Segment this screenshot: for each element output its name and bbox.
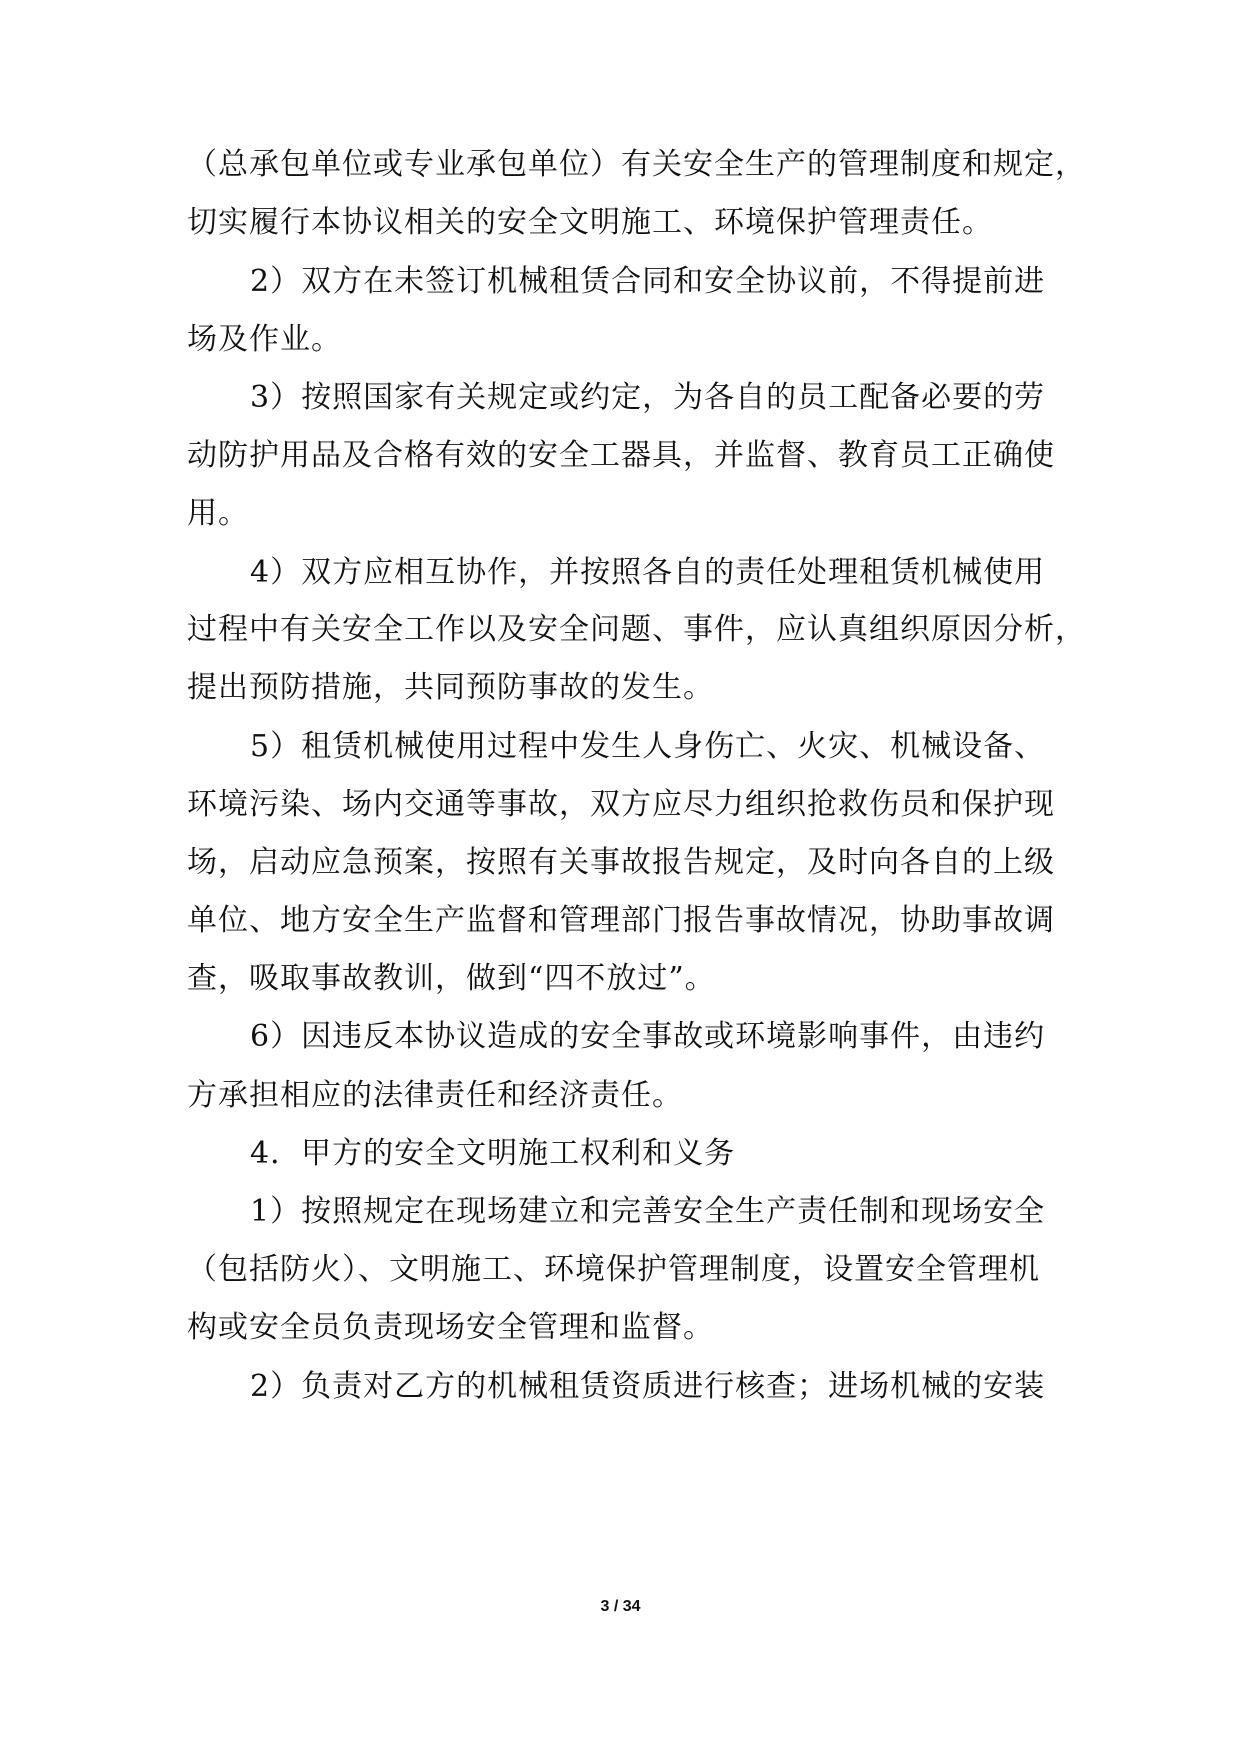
text-line: 查，吸取事故教训，做到“四不放过”。 bbox=[187, 961, 716, 996]
text-line: 环境污染、场内交通等事故，双方应尽力组织抢救伤员和保护现 bbox=[187, 787, 1055, 822]
text-line: 过程中有关安全工作以及安全问题、事件，应认真组织原因分析， bbox=[187, 612, 1086, 647]
page-number: 3 / 34 bbox=[600, 1598, 641, 1615]
text-line: 用。 bbox=[187, 496, 249, 531]
text-line: 单位、地方安全生产监督和管理部门报告事故情况，协助事故调 bbox=[187, 903, 1055, 938]
text-line: 4）双方应相互协作，并按照各自的责任处理租赁机械使用 bbox=[250, 555, 1046, 590]
section-heading: 4．甲方的安全文明施工权利和义务 bbox=[250, 1136, 736, 1171]
text-line: 2）负责对乙方的机械租赁资质进行核查；进场机械的安装 bbox=[250, 1369, 1046, 1404]
text-line: （包括防火）、文明施工、环境保护管理制度，设置安全管理机 bbox=[187, 1252, 1040, 1287]
text-line: （总承包单位或专业承包单位）有关安全生产的管理制度和规定， bbox=[187, 147, 1086, 182]
text-line: 5）租赁机械使用过程中发生人身伤亡、火灾、机械设备、 bbox=[250, 729, 1046, 764]
text-line: 方承担相应的法律责任和经济责任。 bbox=[187, 1078, 683, 1113]
text-line: 场，启动应急预案，按照有关事故报告规定，及时向各自的上级 bbox=[187, 845, 1055, 880]
text-line: 2）双方在未签订机械租赁合同和安全协议前，不得提前进 bbox=[250, 264, 1046, 299]
text-line: 构或安全员负责现场安全管理和监督。 bbox=[187, 1310, 714, 1345]
text-line: 动防护用品及合格有效的安全工器具，并监督、教育员工正确使 bbox=[187, 438, 1055, 473]
text-line: 切实履行本协议相关的安全文明施工、环境保护管理责任。 bbox=[187, 205, 993, 240]
text-line: 场及作业。 bbox=[187, 322, 342, 357]
text-line: 3）按照国家有关规定或约定，为各自的员工配备必要的劳 bbox=[250, 380, 1046, 415]
text-line: 1）按照规定在现场建立和完善安全生产责任制和现场安全 bbox=[250, 1194, 1046, 1229]
text-line: 6）因违反本协议造成的安全事故或环境影响事件，由违约 bbox=[250, 1019, 1046, 1054]
text-line: 提出预防措施，共同预防事故的发生。 bbox=[187, 670, 714, 705]
